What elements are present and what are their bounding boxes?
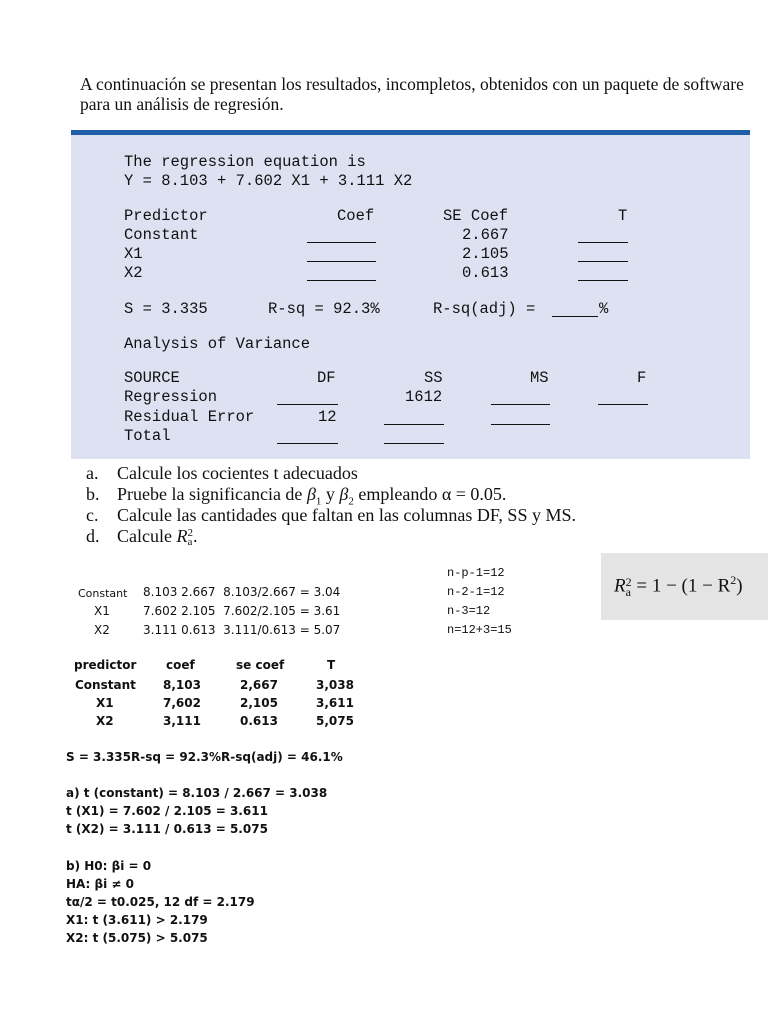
formula-r: R (614, 575, 626, 597)
se-coef-header: SE Coef (443, 207, 509, 225)
part-a-line-1: a) t (constant) = 8.103 / 2.667 = 3.038 (66, 786, 328, 800)
question-d-text (117, 526, 197, 547)
anova-df-header: DF (317, 369, 336, 387)
question-c-text: Calcule las cantidades que faltan en las columnas DF, SS y MS. (117, 505, 576, 525)
r-sq-adj-label: R-sq(adj) = (433, 300, 536, 318)
anova-ss-header: SS (424, 369, 443, 387)
question-d-letter: d. (86, 526, 100, 546)
beta-1: β (306, 484, 316, 504)
blank-regression-f (598, 392, 648, 405)
anova-source-header: SOURCE (124, 369, 180, 387)
part-b-line-4: X1: t (3.611) > 2.179 (66, 913, 208, 927)
calc-x2-label: X2 (94, 623, 110, 637)
intro-text: A continuación se presentan los resultados, incompletos, obtenidos con un paquete de software para un análisis de regresión. (80, 74, 744, 114)
row-x2-label: X2 (124, 264, 143, 282)
table-row-constant-coef: 8,103 (163, 678, 201, 692)
question-d (0, 526, 768, 550)
blank-regression-ms (491, 392, 550, 405)
table-row-x2-se: 0.613 (240, 714, 278, 728)
df-note-3: n-3=12 (447, 604, 491, 618)
calc-x2: 3.111 0.613 3.111/0.613 = 5.07 (143, 623, 341, 637)
question-c (0, 505, 768, 527)
anova-row-residual: Residual Error (124, 408, 255, 426)
anova-title: Analysis of Variance (124, 335, 311, 353)
row-constant-label: Constant (124, 226, 199, 244)
beta-1-sub: 1 (315, 495, 322, 508)
part-b-line-5: X2: t (5.075) > 5.075 (66, 931, 208, 945)
row-x1-label: X1 (124, 245, 143, 263)
anova-row-total: Total (124, 427, 171, 445)
blank-r-sq-adj (552, 304, 598, 317)
t-header: T (618, 207, 628, 225)
row-x1-se: 2.105 (462, 245, 509, 263)
blank-t-x1 (578, 249, 628, 262)
blank-coef-constant (307, 230, 376, 243)
question-d-pre: Calcule (117, 526, 177, 546)
r-sup: 2 (187, 526, 193, 539)
table-header-coef: coef (166, 658, 195, 672)
table-row-constant-name: Constant (75, 678, 136, 692)
df-note-4: n=12+3=15 (447, 623, 512, 637)
formula-r-sup: 2 (625, 574, 632, 589)
table-header-predictor: predictor (74, 658, 137, 672)
table-row-x2-coef: 3,111 (163, 714, 201, 728)
question-a-letter: a. (86, 463, 99, 483)
question-a-text: Calcule los cocientes t adecuados (117, 463, 358, 483)
table-row-x1-t: 3,611 (316, 696, 354, 710)
r-sub: a (187, 535, 193, 548)
anova-ms-header: MS (530, 369, 549, 387)
question-b-letter: b. (86, 484, 100, 504)
blank-coef-x1 (307, 249, 376, 262)
percent-sign: % (599, 300, 609, 318)
r-adj-formula (614, 573, 743, 597)
regression-equation-title: The regression equation is (124, 153, 366, 171)
table-row-x1-se: 2,105 (240, 696, 278, 710)
table-header-t: T (327, 658, 336, 672)
question-c-letter: c. (86, 505, 99, 525)
anova-f-header: F (637, 369, 647, 387)
calc-x1: 7.602 2.105 7.602/2.105 = 3.61 (143, 604, 341, 618)
question-a (0, 463, 768, 485)
table-row-x2-name: X2 (96, 714, 114, 728)
r-sq-value: R-sq = 92.3% (268, 300, 380, 318)
table-row-constant-se: 2,667 (240, 678, 278, 692)
calc-x1-label: X1 (94, 604, 110, 618)
blank-residual-ss (384, 412, 444, 425)
beta-2: β (339, 484, 349, 504)
calc-constant-label: Constant (78, 587, 128, 600)
part-b-line-3: tα/2 = t0.025, 12 df = 2.179 (66, 895, 255, 909)
question-b-post: empleando α = 0.05. (353, 484, 507, 504)
table-row-x1-name: X1 (96, 696, 114, 710)
blank-regression-df (277, 392, 338, 405)
coef-header: Coef (337, 207, 375, 225)
anova-regression-ss: 1612 (405, 388, 443, 406)
part-a-line-2: t (X1) = 7.602 / 2.105 = 3.611 (66, 804, 268, 818)
blank-t-constant (578, 230, 628, 243)
blank-total-df (277, 431, 338, 444)
row-x2-se: 0.613 (462, 264, 509, 282)
question-d-post: . (192, 526, 198, 546)
regression-equation: Y = 8.103 + 7.602 X1 + 3.111 X2 (124, 172, 413, 190)
table-row-x1-coef: 7,602 (163, 696, 201, 710)
part-b-line-1: b) H0: βi = 0 (66, 859, 152, 873)
table-row-x2-t: 5,075 (316, 714, 354, 728)
blank-residual-ms (491, 412, 550, 425)
part-b-line-2: HA: βi ≠ 0 (66, 877, 134, 891)
table-row-constant-t: 3,038 (316, 678, 354, 692)
summary-line: S = 3.335R-sq = 92.3%R-sq(adj) = 46.1% (66, 750, 343, 764)
blank-coef-x2 (307, 268, 376, 281)
anova-residual-df: 12 (318, 408, 337, 426)
question-b (0, 484, 768, 506)
formula-tail: ) (736, 575, 743, 597)
r-symbol: R (176, 526, 188, 546)
formula-rhs: = 1 − (1 − R (631, 575, 731, 597)
row-constant-se: 2.667 (462, 226, 509, 244)
formula-rhs-sup: 2 (730, 573, 737, 587)
anova-row-regression: Regression (124, 388, 218, 406)
question-b-pre: Pruebe la significancia de (117, 484, 307, 504)
blank-total-ss (384, 431, 444, 444)
blank-t-x2 (578, 268, 628, 281)
formula-r-sub: a (625, 584, 631, 599)
predictor-header: Predictor (124, 207, 208, 225)
question-b-mid: y (321, 484, 340, 504)
table-header-se-coef: se coef (236, 658, 285, 672)
part-a-line-3: t (X2) = 3.111 / 0.613 = 5.075 (66, 822, 268, 836)
df-note-2: n-2-1=12 (447, 585, 505, 599)
beta-2-sub: 2 (348, 495, 354, 508)
calc-constant: 8.103 2.667 8.103/2.667 = 3.04 (143, 585, 341, 599)
s-value: S = 3.335 (124, 300, 208, 318)
df-note-1: n-p-1=12 (447, 566, 505, 580)
